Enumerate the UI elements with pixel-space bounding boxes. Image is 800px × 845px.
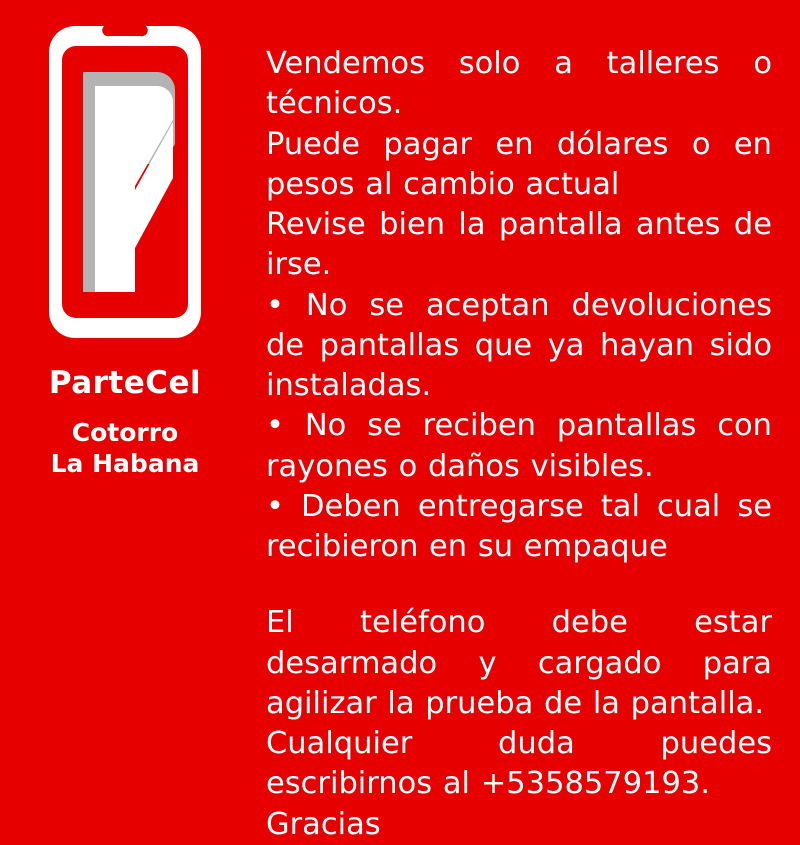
brand-city-line-2: La Habana [50, 448, 200, 478]
phone-screen-p-logo-icon [49, 26, 201, 338]
partecel-logo [49, 26, 201, 338]
brand-name: ParteCel [48, 365, 202, 401]
notice-line-6: • Deben entregarse tal cual se recibieron en su empaque [266, 488, 772, 564]
notice-text-column [250, 0, 800, 845]
notice-line-5: • No se reciben pantallas con rayones o daños visibles. [266, 408, 772, 484]
closing-line-2: Cualquier duda puedes escribirnos al +5358579193. [266, 726, 772, 802]
brand-column [0, 0, 250, 479]
brand-city-line-1: Cotorro [71, 418, 179, 448]
notice-line-2: Puede pagar en dólares o en pesos al cambio actual [266, 126, 772, 202]
notice-line-3: Revise bien la pantalla antes de irse. [266, 207, 772, 283]
notice-line-4: • No se aceptan devoluciones de pantallas que ya hayan sido instaladas. [266, 287, 772, 403]
closing-line-3: Gracias [266, 806, 381, 842]
notice-line-1: Vendemos solo a talleres o técnicos. [266, 46, 772, 122]
paragraph-spacer [266, 567, 772, 603]
closing-line-1: El teléfono debe estar desarmado y cargado para agilizar la prueba de la pantalla. [266, 605, 772, 721]
